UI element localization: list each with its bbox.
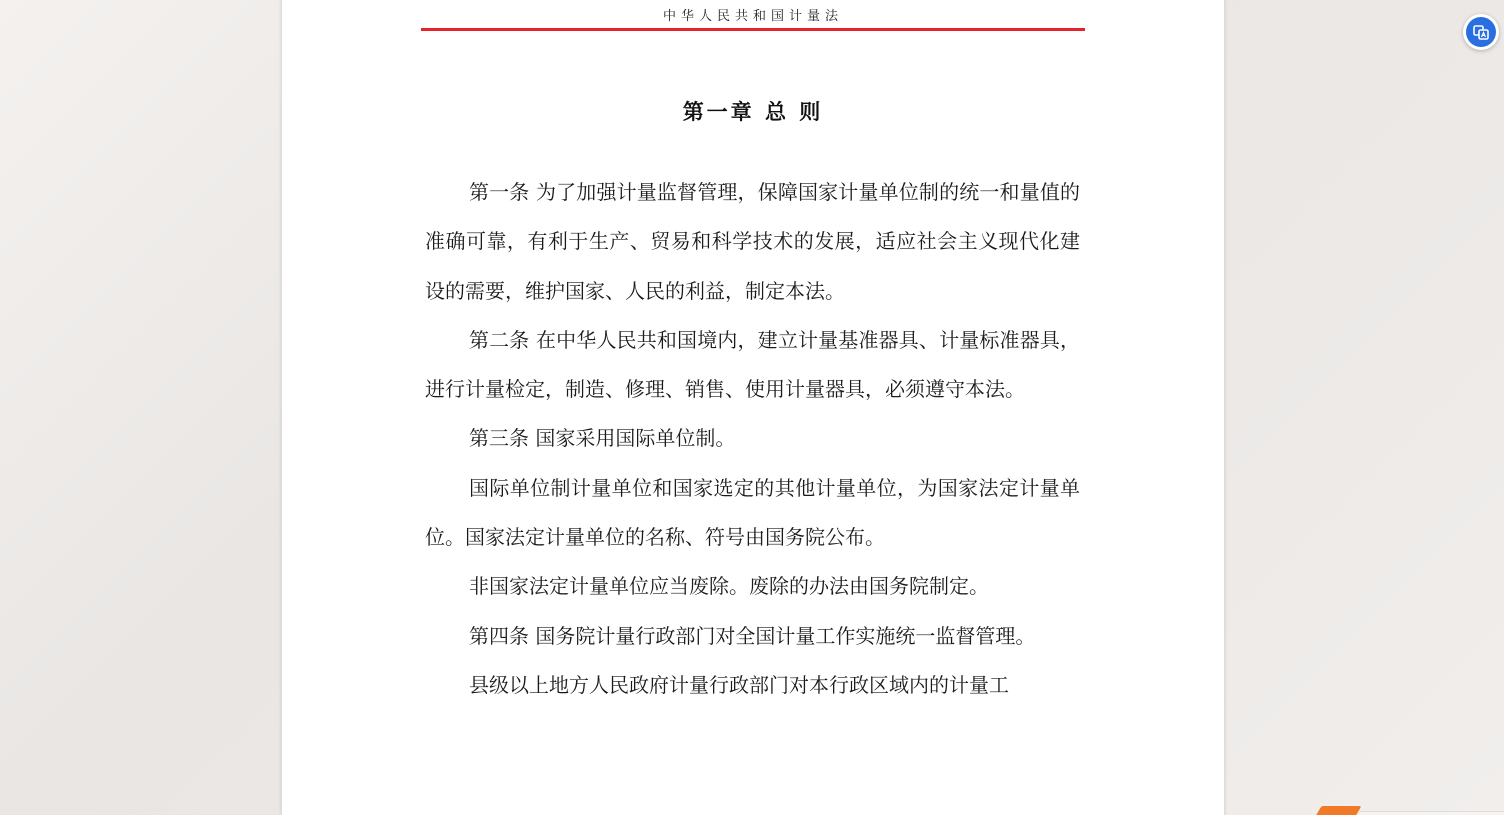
paragraph-article-4: 第四条 国务院计量行政部门对全国计量工作实施统一监督管理。 bbox=[469, 623, 1036, 648]
corner-decoration-strip bbox=[1360, 811, 1504, 815]
document-body bbox=[425, 168, 1080, 710]
translate-button[interactable] bbox=[1463, 14, 1499, 50]
paragraph-non-legal-units: 非国家法定计量单位应当废除。废除的办法由国务院制定。 bbox=[469, 574, 989, 599]
paragraph-si-units: 国际单位制计量单位和国家选定的其他计量单位，为国家法定计量单位。国家法定计量单位的名称、符号由国务院公布。 bbox=[425, 475, 1080, 550]
translate-icon bbox=[1466, 17, 1496, 47]
paragraph-article-2: 第二条 在中华人民共和国境内，建立计量基准器具、计量标准器具，进行计量检定，制造、修理、销售、使用计量器具，必须遵守本法。 bbox=[425, 327, 1080, 402]
chapter-title: 第一章 总 则 bbox=[682, 99, 824, 124]
running-header: 中华人民共和国计量法 bbox=[662, 9, 843, 24]
paragraph-article-1: 第一条 为了加强计量监督管理，保障国家计量单位制的统一和量值的准确可靠，有利于生产、贸易和科学技术的发展，适应社会主义现代化建设的需要，维护国家、人民的利益，制定本法。 bbox=[425, 180, 1080, 303]
header-rule bbox=[421, 28, 1085, 31]
paragraph-article-3: 第三条 国家采用国际单位制。 bbox=[469, 426, 736, 451]
corner-decoration bbox=[1315, 806, 1362, 815]
paragraph-local-admin: 县级以上地方人民政府计量行政部门对本行政区域内的计量工 bbox=[469, 672, 1009, 697]
document-page bbox=[281, 0, 1225, 815]
